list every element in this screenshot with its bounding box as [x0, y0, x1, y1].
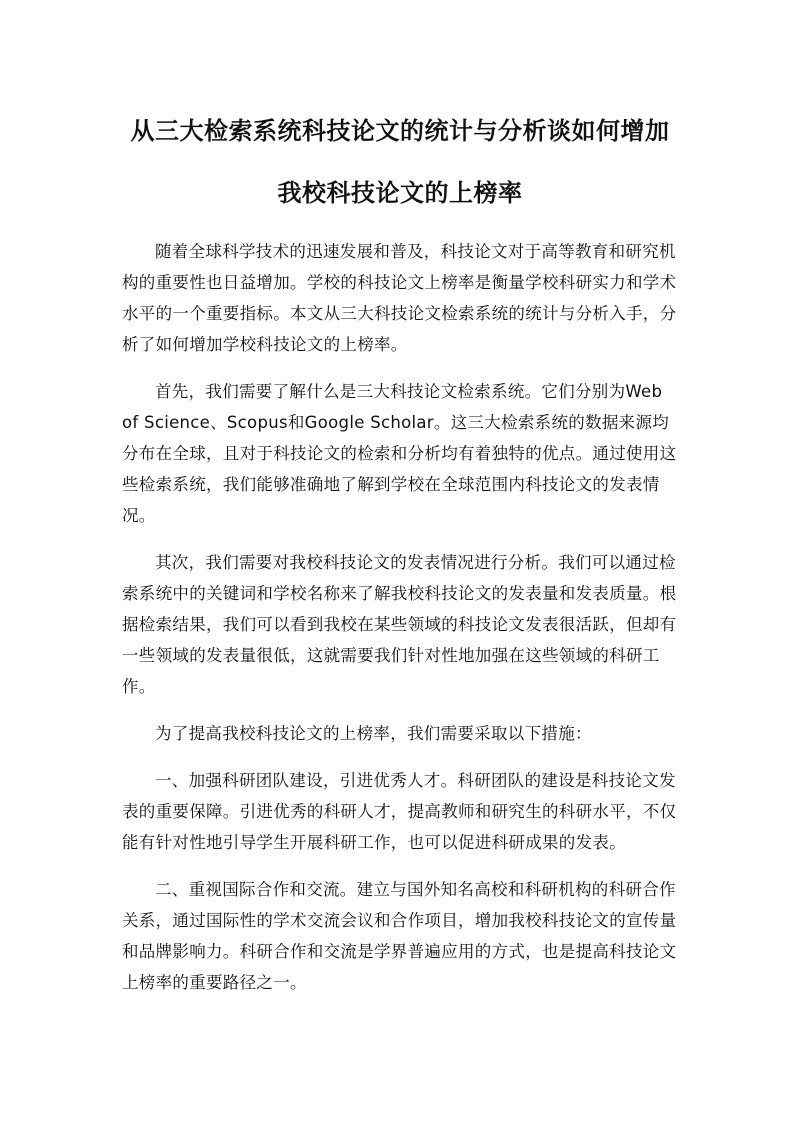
paragraph-analysis: 其次，我们需要对我校科技论文的发表情况进行分析。我们可以通过检索系统中的关键词和学校名称来了解我校科技论文的发表量和发表质量。根据检索结果，我们可以看到我校在某些领域的科技论文发表很活跃，但却有一些领域的发表量很低，这就需要我们针对性地加强在这些领域的科研工作。: [122, 553, 677, 696]
document-title: [120, 110, 680, 234]
paragraph-intro: 随着全球科学技术的迅速发展和普及，科技论文对于高等教育和研究机构的重要性也日益增加。学校的科技论文上榜率是衡量学校科研实力和学术水平的一个重要指标。本文从三大科技论文检索系统的统计与分析入手，分析了如何增加学校科技论文的上榜率。: [122, 242, 677, 354]
paragraph-measures-intro: 为了提高我校科技论文的上榜率，我们需要采取以下措施：: [155, 724, 592, 743]
title-line-1: 从三大检索系统科技论文的统计与分析谈如何增加: [130, 117, 670, 145]
paragraph-measure-international: 二、重视国际合作和交流。建立与国外知名高校和科研机构的科研合作关系，通过国际性的学术交流会议和合作项目，增加我校科技论文的宣传量和品牌影响力。科研合作和交流是学界普遍应用的方式，也是提高科技论文上榜率的重要路径之一。: [122, 880, 677, 992]
paragraph-measure-team: 一、加强科研团队建设，引进优秀人才。科研团队的建设是科技论文发表的重要保障。引进优秀的科研人才，提高教师和研究生的科研水平，不仅能有针对性地引导学生开展科研工作，也可以促进科研成果的发表。: [122, 771, 677, 852]
paragraph-retrieval-systems: 首先，我们需要了解什么是三大科技论文检索系统。它们分别为Web of Science、Scopus和Google Scholar。这三大检索系统的数据来源均分布在全球，且对于科技论文的检索和分析均有着独特的优点。通过使用这些检索系统，我们能够准确地了解到学校在全球范围内科技论文的发表情况。: [122, 382, 677, 525]
document-body: [122, 236, 678, 1014]
title-line-2: 我校科技论文的上榜率: [277, 179, 523, 207]
